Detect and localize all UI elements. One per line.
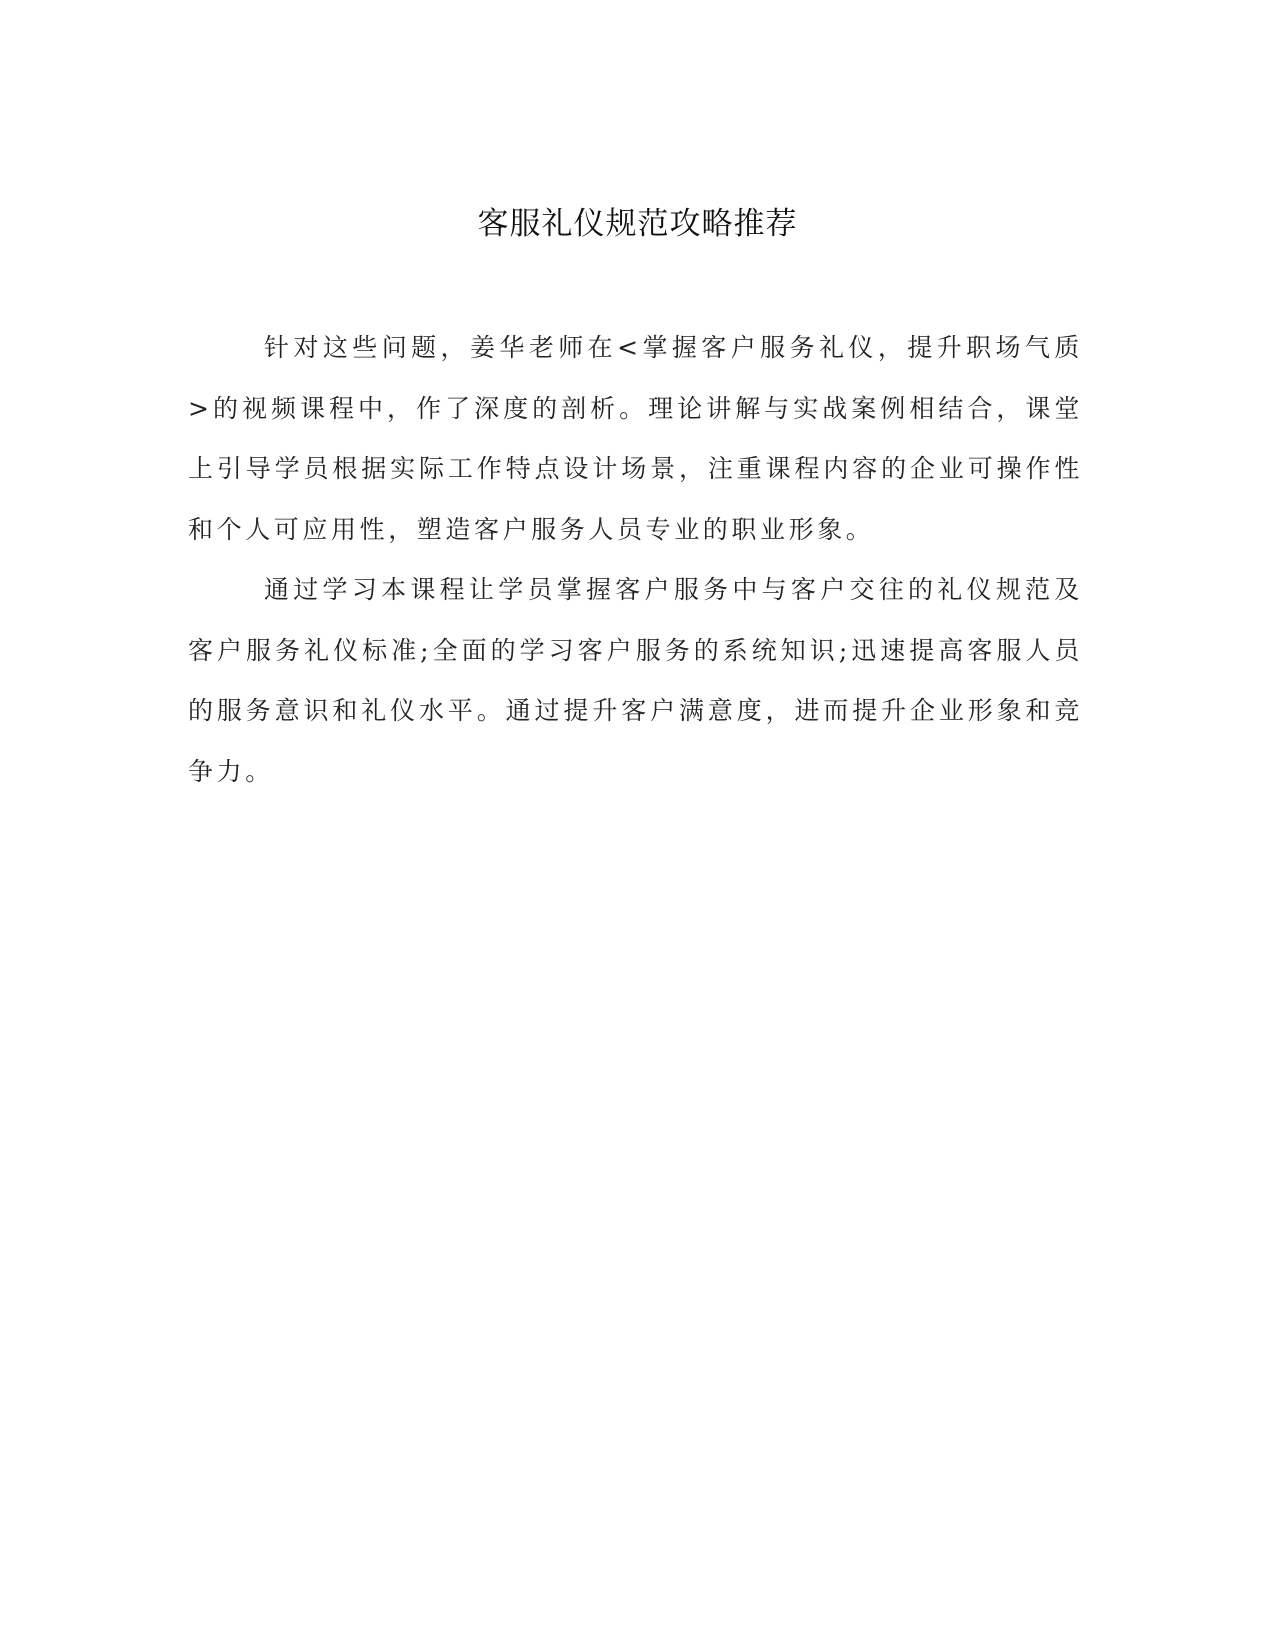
document-body <box>188 318 1083 802</box>
paragraph-2: 通过学习本课程让学员掌握客户服务中与客户交往的礼仪规范及客户服务礼仪标准;全面的学习客户服务的系统知识;迅速提高客服人员的服务意识和礼仪水平。通过提升客户满意度，进而提升企业形象和竞争力。 <box>188 575 1083 786</box>
document-title: 客服礼仪规范攻略推荐 <box>477 206 798 242</box>
paragraph-1: 针对这些问题，姜华老师在<掌握客户服务礼仪，提升职场气质>的视频课程中，作了深度的剖析。理论讲解与实战案例相结合，课堂上引导学员根据实际工作特点设计场景，注重课程内容的企业可操作性和个人可应用性，塑造客户服务人员专业的职业形象。 <box>188 333 1083 544</box>
